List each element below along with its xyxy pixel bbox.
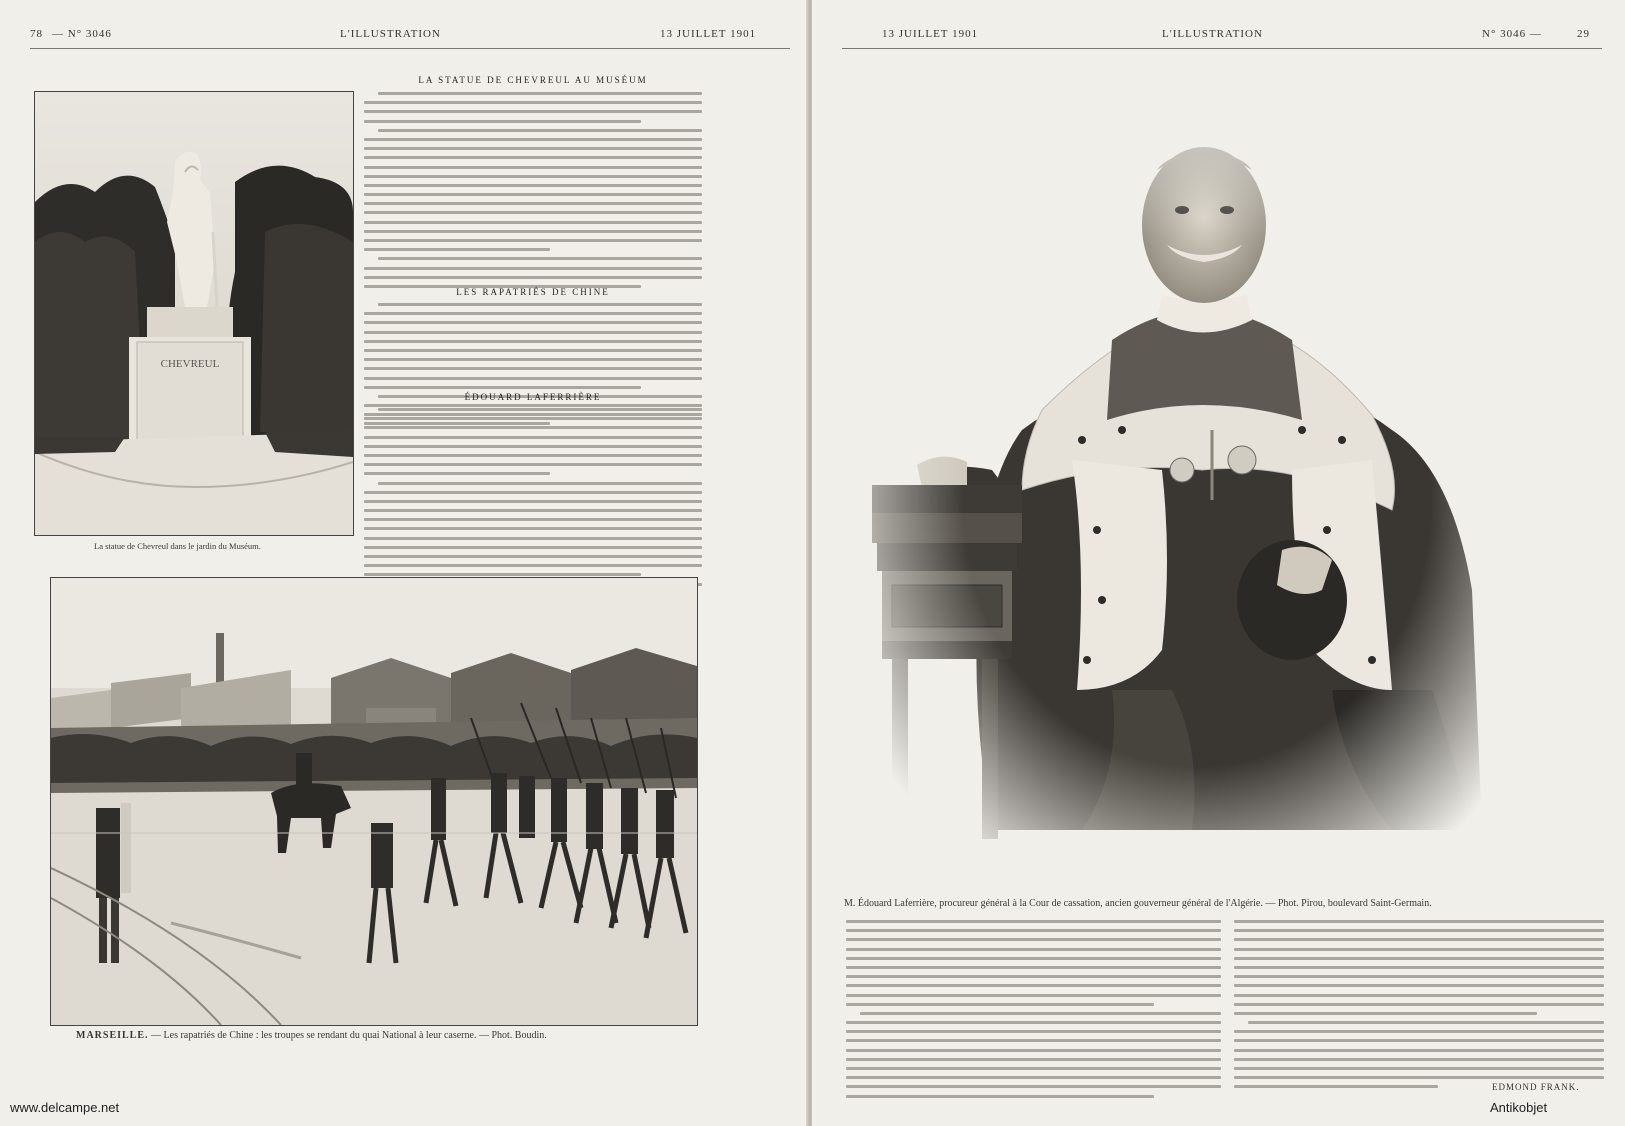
plinth-inscription: CHEVREUL xyxy=(160,358,220,370)
marseille-photo xyxy=(50,577,698,1026)
right-date: 13 JUILLET 1901 xyxy=(882,28,979,40)
left-date: 13 JUILLET 1901 xyxy=(660,28,757,40)
left-issue-number: — N° 3046 xyxy=(52,28,112,40)
right-running-head xyxy=(842,28,1602,46)
statue-illustration xyxy=(35,92,353,535)
continued-text-column-2 xyxy=(1234,920,1604,1095)
continued-text-column-1 xyxy=(846,920,1221,1104)
article-title-rapatries: LES RAPATRIÉS DE CHINE xyxy=(456,287,610,297)
marseille-caption-text: — Les rapatriés de Chine : les troupes se rendant du quai National à leur caserne. xyxy=(151,1030,477,1041)
laferriere-portrait xyxy=(872,130,1522,870)
watermark-antikobjet: Antikobjet xyxy=(1490,1100,1548,1115)
article-signature: EDMOND FRANK. xyxy=(1492,1082,1580,1092)
article-body-statue xyxy=(364,92,702,294)
marseille-caption-credit: — Phot. Boudin. xyxy=(478,1030,547,1041)
right-page xyxy=(812,0,1625,1126)
left-head-rule xyxy=(30,48,790,49)
portrait-caption-credit: — Phot. Pirou, boulevard Saint-Germain. xyxy=(1265,898,1432,909)
right-page-number: 29 xyxy=(1577,28,1590,40)
statue-caption: La statue de Chevreul dans le jardin du Muséum. xyxy=(94,541,261,551)
marseille-caption xyxy=(76,1030,547,1041)
left-page xyxy=(0,0,808,1126)
portrait-caption-text: M. Édouard Laferrière, procureur général à la Cour de cassation, ancien gouverneur général de l'Algérie. xyxy=(844,898,1263,909)
right-head-rule xyxy=(842,48,1602,49)
portrait-illustration xyxy=(872,130,1522,870)
article-title-statue: LA STATUE DE CHEVREUL AU MUSÉUM xyxy=(418,75,648,85)
right-issue-number: N° 3046 — xyxy=(1482,28,1542,40)
marseille-caption-place: MARSEILLE. xyxy=(76,1030,149,1041)
watermark-delcampe: www.delcampe.net xyxy=(10,1100,120,1115)
troops-illustration xyxy=(51,578,697,1025)
article-title-laferriere: ÉDOUARD LAFERRIÈRE xyxy=(464,392,602,402)
right-journal-title: L'ILLUSTRATION xyxy=(1162,28,1263,40)
left-journal-title: L'ILLUSTRATION xyxy=(340,28,441,40)
portrait-caption xyxy=(844,898,1432,909)
left-page-number: 78 xyxy=(30,28,43,40)
article-body-laferriere xyxy=(364,408,702,592)
left-running-head xyxy=(30,28,790,46)
statue-photo xyxy=(34,91,354,536)
